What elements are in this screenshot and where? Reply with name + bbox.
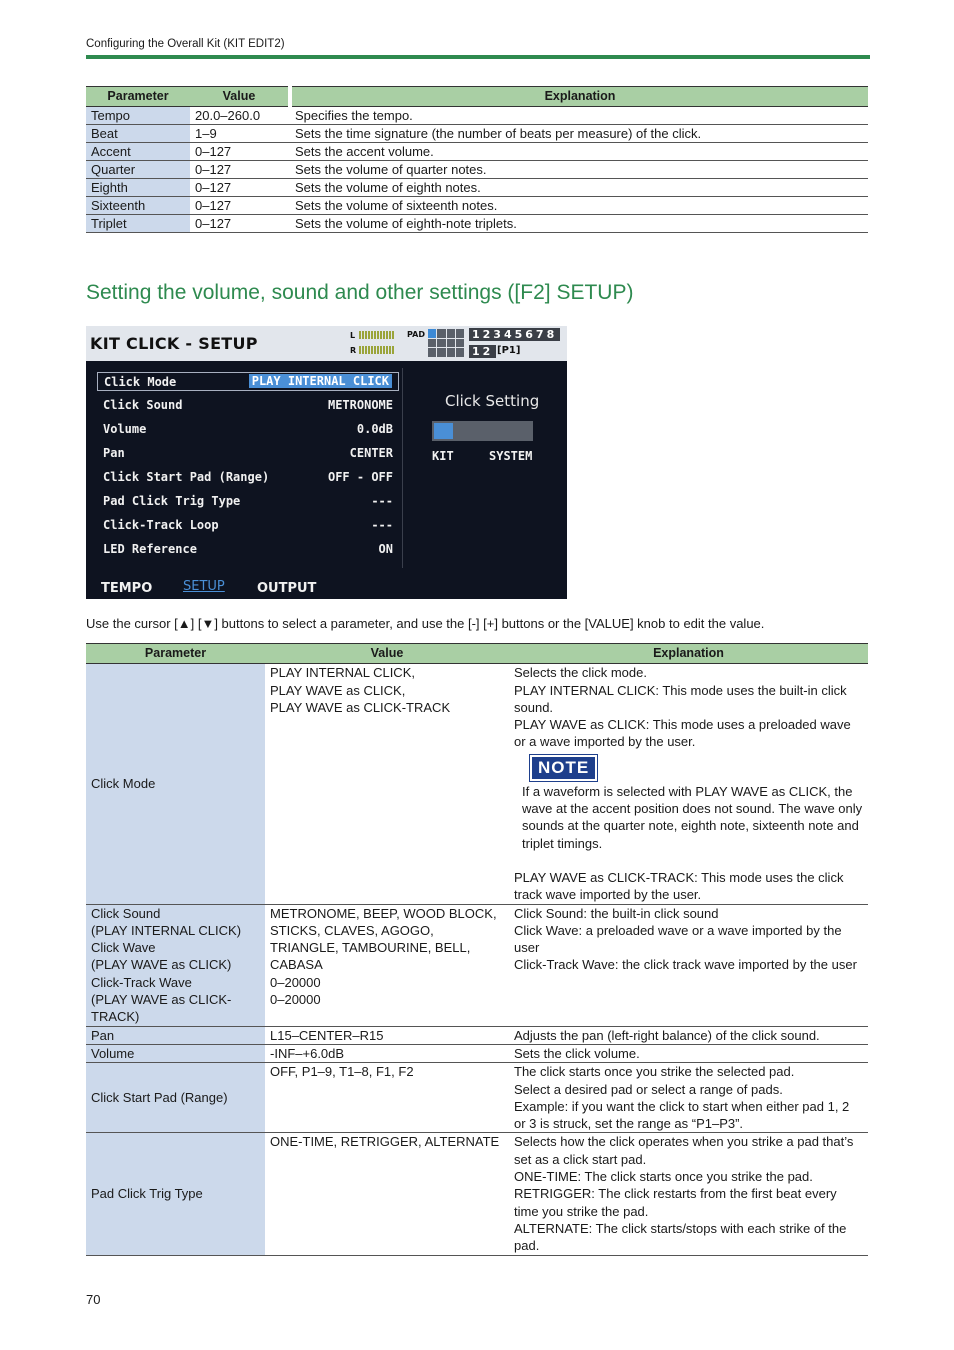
param-volume: Volume [86, 1044, 265, 1062]
cell-value: 0–127 [190, 179, 290, 197]
table-header-row [86, 644, 868, 664]
table-row [86, 215, 868, 233]
screen-param-row[interactable] [97, 372, 399, 391]
cell-param: Accent [86, 143, 190, 161]
explanation-pad-click-trig-type [509, 1133, 868, 1255]
cell-value: 0–127 [190, 197, 290, 215]
header-parameter: Parameter [86, 644, 265, 664]
explanation-line: ONE-TIME: The click starts once you strike the pad. [514, 1169, 813, 1185]
screen-param-value: METRONOME [327, 398, 393, 412]
screen-param-name: Click Sound [103, 398, 183, 412]
table-row [86, 161, 868, 179]
screen-param-row[interactable] [97, 468, 399, 487]
screen-param-value: CENTER [349, 446, 393, 460]
header-explanation: Explanation [509, 644, 868, 664]
param-pad-click-trig-type: Pad Click Trig Type [86, 1133, 265, 1255]
screen-param-name: LED Reference [103, 542, 197, 556]
explanation-line: Select a desired pad or select a range of pads. [514, 1081, 783, 1097]
explanation-line: The click starts once you strike the selected pad. [514, 1064, 795, 1080]
screen-param-value: --- [371, 494, 393, 508]
table-row [86, 143, 868, 161]
meter-l-label: L [350, 331, 356, 340]
click-setting-title: Click Setting [445, 392, 540, 410]
screen-param-value: PLAY INTERNAL CLICK [249, 374, 392, 388]
explanation-line: RETRIGGER: The click restarts from the first beat every time you strike the pad. [514, 1186, 837, 1219]
screen-param-name: Volume [103, 422, 147, 436]
value-line: 0–20000 [270, 974, 321, 990]
tab-tempo[interactable]: TEMPO [101, 581, 153, 596]
param-line: (PLAY WAVE as CLICK) [91, 957, 232, 973]
explanation-pan: Adjusts the pan (left-right balance) of the click sound. [509, 1026, 868, 1044]
cell-explanation: Sets the volume of eighth-note triplets. [290, 215, 868, 233]
explanation-line: PLAY INTERNAL CLICK: This mode uses the built-in click sound. [514, 682, 847, 715]
cell-value: 20.0–260.0 [190, 107, 290, 125]
table-header-row [86, 87, 868, 107]
explanation-line: Click Wave: a preloaded wave or a wave imported by the user [514, 922, 842, 956]
param-click-sound [86, 904, 265, 1026]
cell-value: 1–9 [190, 125, 290, 143]
explanation-click-mode [509, 664, 868, 904]
cell-param: Quarter [86, 161, 190, 179]
value-line: METRONOME, BEEP, WOOD BLOCK, STICKS, CLAVES, AGOGO, TRIANGLE, TAMBOURINE, BELL, CABASA [270, 905, 497, 973]
cell-explanation: Sets the volume of sixteenth notes. [290, 197, 868, 215]
cell-value: 0–127 [190, 143, 290, 161]
pad-numbers-bottom: 12 [469, 345, 496, 358]
value-click-start-pad: OFF, P1–9, T1–8, F1, F2 [265, 1063, 509, 1133]
tab-output[interactable]: OUTPUT [257, 581, 317, 596]
header-parameter: Parameter [86, 87, 190, 107]
header-rule [86, 55, 870, 59]
cell-param: Eighth [86, 179, 190, 197]
table-row [86, 125, 868, 143]
screen-param-name: Pad Click Trig Type [103, 494, 241, 508]
cell-explanation: Sets the volume of eighth notes. [290, 179, 868, 197]
explanation-line: PLAY WAVE as CLICK-TRACK: This mode uses the click track wave imported by the user. [514, 869, 844, 903]
cell-param: Sixteenth [86, 197, 190, 215]
screen-param-value: ON [378, 542, 393, 556]
table-row-click-sound [86, 904, 868, 1026]
screen-param-row[interactable] [97, 396, 399, 415]
cell-param: Tempo [86, 107, 190, 125]
explanation-volume: Sets the click volume. [509, 1044, 868, 1062]
kit-click-setup-screen [86, 326, 567, 599]
pad-tag: [P1] [497, 345, 521, 356]
cell-param: Beat [86, 125, 190, 143]
pad-indicator-grid [428, 329, 464, 357]
click-setting-kit[interactable]: KIT [432, 449, 454, 463]
table-row-pan [86, 1026, 868, 1044]
click-setting-slider[interactable] [432, 421, 533, 441]
table-row [86, 107, 868, 125]
cell-value: 0–127 [190, 161, 290, 179]
table-row [86, 179, 868, 197]
explanation-click-sound [509, 904, 868, 1026]
value-pad-click-trig-type: ONE-TIME, RETRIGGER, ALTERNATE [265, 1133, 509, 1255]
screen-param-value: 0.0dB [356, 422, 393, 436]
tab-setup[interactable]: SETUP [183, 579, 225, 594]
table-row-pad-click-trig-type [86, 1133, 868, 1255]
value-pan: L15–CENTER–R15 [265, 1026, 509, 1044]
explanation-line: Example: if you want the click to start when either pad 1, 2 or 3 is struck, set the range as “P1–P3”. [514, 1098, 850, 1132]
click-setting-fill [434, 423, 453, 439]
param-line: Click Wave [91, 940, 156, 956]
header-value: Value [265, 644, 509, 664]
param-line: (PLAY INTERNAL CLICK) [91, 922, 242, 938]
screen-param-name: Click-Track Loop [103, 518, 219, 532]
pad-label: PAD [407, 330, 425, 339]
cell-value: 0–127 [190, 215, 290, 233]
explanation-line: ALTERNATE: The click starts/stops with each strike of the pad. [514, 1220, 847, 1254]
screen-param-row[interactable] [97, 492, 399, 511]
table-row-click-mode [86, 664, 868, 904]
level-meter-l [359, 331, 395, 339]
param-line: Click Sound [91, 905, 161, 921]
value-line: PLAY WAVE as CLICK-TRACK [270, 699, 451, 715]
instruction-text: Use the cursor [▲] [▼] buttons to select a parameter, and use the [-] [+] buttons or the [VALUE] knob to edit the value. [86, 616, 765, 631]
explanation-line: Selects how the click operates when you strike a pad that’s set as a click start pad. [514, 1134, 854, 1167]
param-click-start-pad: Click Start Pad (Range) [86, 1063, 265, 1133]
explanation-line: Click Sound: the built-in click sound [514, 905, 719, 921]
screen-param-name: Click Start Pad (Range) [103, 470, 270, 484]
value-line: PLAY WAVE as CLICK, [270, 682, 406, 698]
level-meter-r [359, 346, 395, 354]
value-click-sound [265, 904, 509, 1026]
click-setting-system[interactable]: SYSTEM [489, 449, 533, 463]
value-click-mode [265, 664, 509, 904]
value-line: 0–20000 [270, 992, 321, 1008]
screen-header [86, 326, 567, 361]
explanation-line: Selects the click mode. [514, 665, 647, 681]
explanation-line: PLAY WAVE as CLICK: This mode uses a preloaded wave or a wave imported by the user. [514, 717, 851, 750]
explanation-click-start-pad [509, 1063, 868, 1133]
panel-divider [402, 368, 403, 568]
setup-parameter-table [86, 643, 868, 1256]
running-title: Configuring the Overall Kit (KIT EDIT2) [86, 38, 285, 50]
header-value: Value [190, 87, 290, 107]
value-volume: -INF–+6.0dB [265, 1044, 509, 1062]
section-title: Setting the volume, sound and other settings ([F2] SETUP) [86, 281, 634, 304]
table-row-click-start-pad [86, 1063, 868, 1133]
screen-param-row[interactable] [97, 516, 399, 535]
cell-explanation: Sets the volume of quarter notes. [290, 161, 868, 179]
table-row [86, 197, 868, 215]
cell-explanation: Sets the time signature (the number of beats per measure) of the click. [290, 125, 868, 143]
value-line: PLAY INTERNAL CLICK, [270, 665, 415, 681]
pad-numbers-top: 12345678 [469, 328, 560, 341]
screen-param-row[interactable] [97, 444, 399, 463]
screen-param-name: Pan [103, 446, 125, 460]
cell-param: Triplet [86, 215, 190, 233]
screen-title: KIT CLICK - SETUP [90, 334, 258, 353]
note-text: If a waveform is selected with PLAY WAVE as CLICK, the wave at the accent position does not sound. The wave only sounds at the quarter note, eighth note, sixteenth note and triplet timings. [522, 783, 863, 851]
param-line: (PLAY WAVE as CLICK-TRACK) [91, 992, 232, 1025]
param-click-mode: Click Mode [86, 664, 265, 904]
screen-param-name: Click Mode [104, 375, 177, 389]
header-explanation: Explanation [290, 87, 868, 107]
screen-param-row[interactable] [97, 540, 399, 559]
page-number: 70 [86, 1292, 101, 1307]
screen-param-value: OFF - OFF [327, 470, 393, 484]
screen-param-row[interactable] [97, 420, 399, 439]
parameter-list [94, 372, 404, 568]
table-row-volume [86, 1044, 868, 1062]
param-line: Click-Track Wave [91, 974, 192, 990]
cell-explanation: Specifies the tempo. [290, 107, 868, 125]
param-pan: Pan [86, 1026, 265, 1044]
screen-param-value: --- [371, 518, 393, 532]
explanation-line: Click-Track Wave: the click track wave imported by the user [514, 957, 857, 973]
tempo-parameter-table [86, 86, 868, 233]
note-badge: NOTE [530, 755, 597, 781]
cell-explanation: Sets the accent volume. [290, 143, 868, 161]
meter-r-label: R [350, 346, 357, 355]
